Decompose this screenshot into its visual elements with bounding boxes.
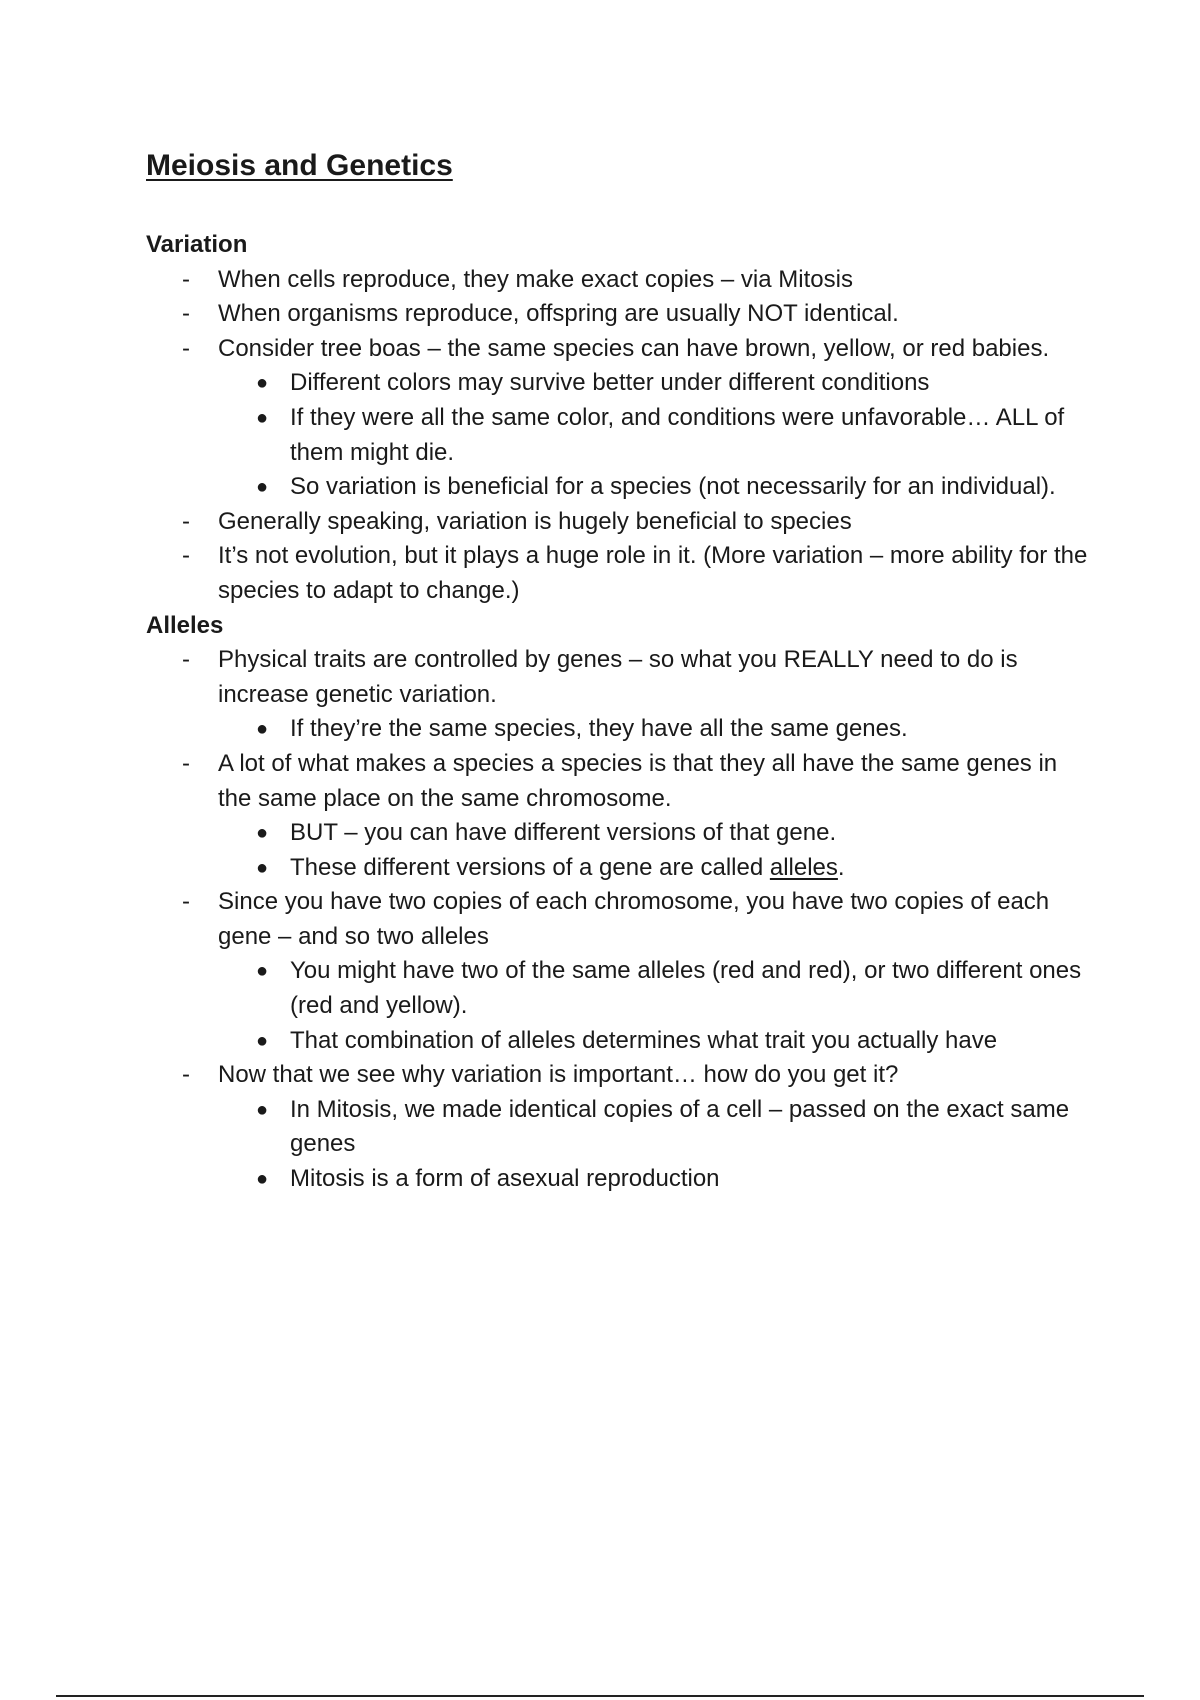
list-item-text: A lot of what makes a species a species is that they all have the same genes in the same place on the same chromosome.	[218, 749, 1058, 812]
sub-list-item-text: In Mitosis, we made identical copies of a cell – passed on the exact same genes	[290, 1095, 1070, 1158]
sub-list-item	[218, 366, 1096, 401]
list-item-text: Physical traits are controlled by genes – so what you REALLY need to do is increase genetic variation.	[218, 646, 1018, 708]
sub-list-item	[218, 401, 1096, 470]
sub-list-item	[218, 1093, 1096, 1162]
sub-list-item-text: If they’re the same species, they have all the same genes.	[290, 715, 908, 743]
dash-marker: -	[182, 888, 190, 916]
list-item-text: When organisms reproduce, offspring are usually NOT identical.	[218, 300, 899, 328]
list-item-text: When cells reproduce, they make exact copies – via Mitosis	[218, 265, 853, 293]
list-item-text: It’s not evolution, but it plays a huge role in it. (More variation – more ability for the species to adapt to change.)	[218, 542, 1088, 604]
bullet-marker: ●	[256, 1029, 269, 1052]
dash-marker: -	[182, 749, 190, 777]
sub-list-item	[218, 470, 1096, 505]
sub-list-item-text: Mitosis is a form of asexual reproduction	[290, 1165, 720, 1193]
list-item	[146, 885, 1096, 1058]
sub-list-item	[218, 1024, 1096, 1059]
sub-list-item-text: You might have two of the same alleles (red and red), or two different ones (red and yellow).	[290, 957, 1082, 1020]
dash-marker: -	[182, 265, 190, 293]
list-item	[146, 539, 1096, 608]
list-item	[146, 297, 1096, 332]
section-heading-variation: Variation	[146, 231, 248, 258]
sub-list	[218, 816, 1096, 885]
bullet-marker: ●	[256, 406, 269, 429]
alleles-list	[146, 643, 1096, 1197]
dash-marker: -	[182, 507, 190, 535]
dash-marker: -	[182, 300, 190, 328]
list-item	[146, 643, 1096, 747]
sub-list-item-text: Different colors may survive better under different conditions	[290, 369, 930, 397]
sub-list-item-text: BUT – you can have different versions of that gene.	[290, 819, 837, 847]
sub-list-item	[218, 851, 1096, 886]
bullet-marker: ●	[256, 822, 269, 845]
sentence-period: .	[837, 853, 845, 881]
bullet-marker: ●	[256, 476, 269, 499]
dash-marker: -	[182, 646, 190, 674]
variation-list	[146, 263, 1096, 609]
alleles-term: alleles	[769, 853, 838, 881]
dash-marker: -	[182, 1061, 190, 1089]
sub-list	[218, 712, 1096, 747]
list-item	[146, 1058, 1096, 1196]
list-item	[146, 263, 1096, 298]
sub-list-item-text: These different versions of a gene are called	[290, 853, 770, 881]
list-item-text: Since you have two copies of each chromosome, you have two copies of each gene – and so two alleles	[218, 888, 1050, 950]
list-item-text: Now that we see why variation is important… how do you get it?	[218, 1061, 899, 1089]
sub-list-item	[218, 954, 1096, 1023]
list-item	[146, 747, 1096, 885]
dash-marker: -	[182, 334, 190, 362]
section-heading-alleles: Alleles	[146, 611, 224, 639]
footer-rule	[56, 1695, 1144, 1697]
dash-marker: -	[182, 542, 190, 570]
sub-list-item	[218, 816, 1096, 851]
sub-list-item	[218, 1162, 1096, 1197]
sub-list	[218, 1093, 1096, 1197]
list-item	[146, 332, 1096, 505]
sub-list-item	[218, 712, 1096, 747]
sub-list-item-text: If they were all the same color, and conditions were unfavorable… ALL of them might die.	[290, 403, 1065, 466]
bullet-marker: ●	[256, 1098, 269, 1121]
list-item-text: Consider tree boas – the same species can have brown, yellow, or red babies.	[218, 334, 1050, 362]
bullet-marker: ●	[256, 718, 269, 741]
bullet-marker: ●	[256, 960, 269, 983]
document-body	[146, 228, 1096, 1197]
bullet-marker: ●	[256, 1168, 269, 1191]
page-title: Meiosis and Genetics	[146, 149, 453, 182]
sub-list	[218, 954, 1096, 1058]
sub-list	[218, 366, 1096, 504]
sub-list-item-text: That combination of alleles determines what trait you actually have	[290, 1026, 998, 1054]
bullet-marker: ●	[256, 372, 269, 395]
list-item-text: Generally speaking, variation is hugely beneficial to species	[218, 507, 852, 535]
bullet-marker: ●	[256, 856, 269, 879]
list-item	[146, 505, 1096, 540]
sub-list-item-text: So variation is beneficial for a species (not necessarily for an individual).	[290, 473, 1056, 501]
